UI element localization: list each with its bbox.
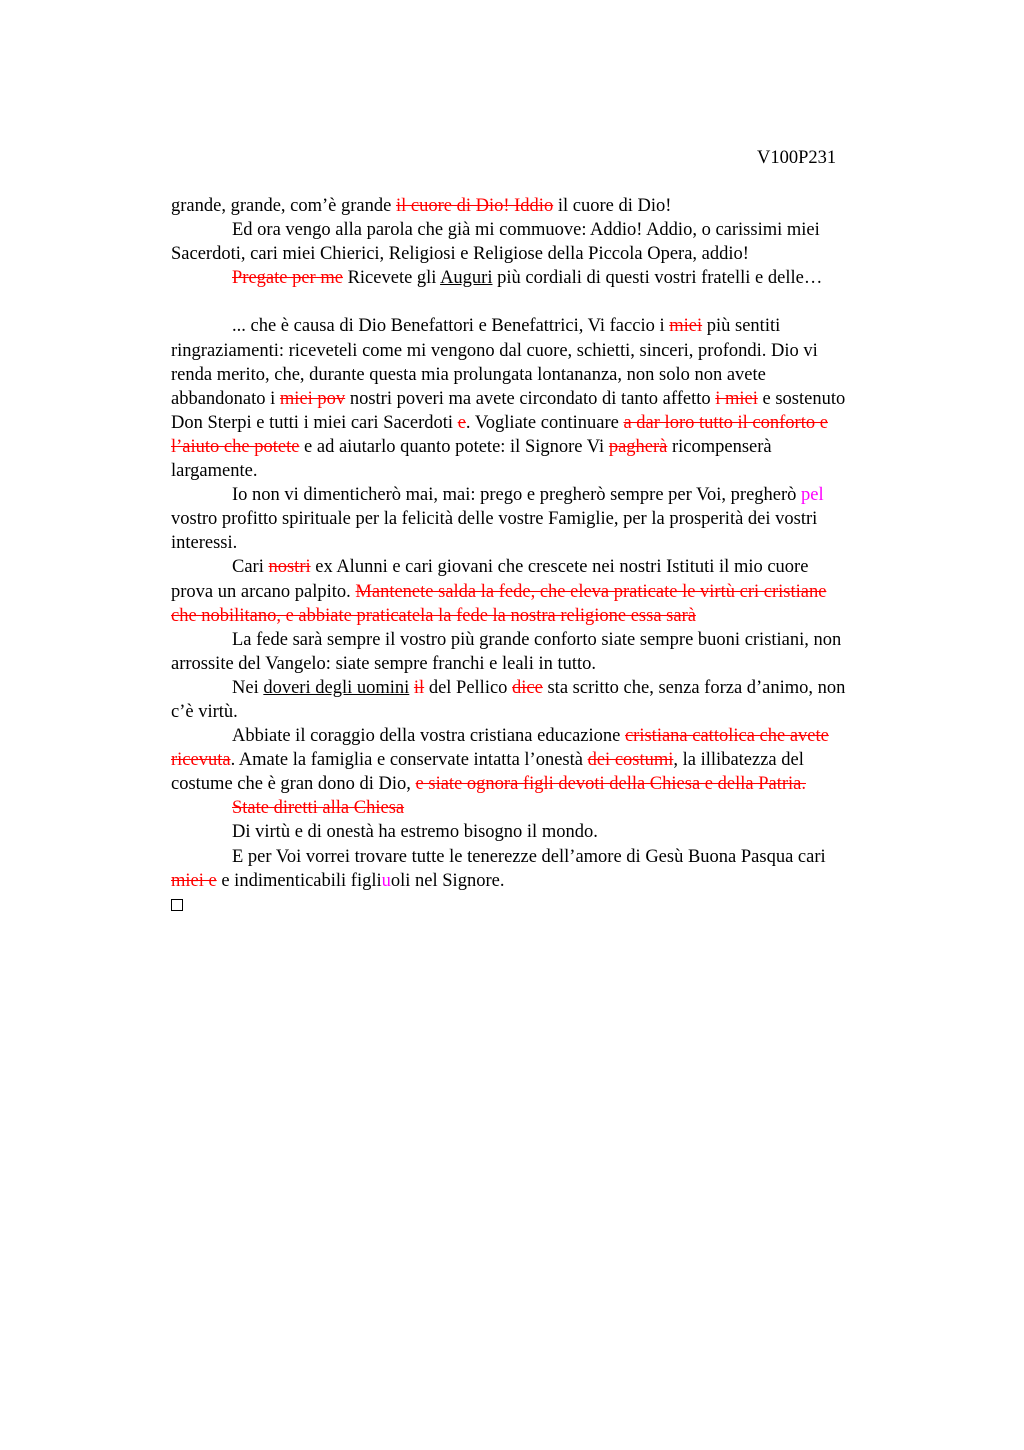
text-line [171, 772, 931, 796]
plain-text: nostri poveri ma avete circondato di tanto affetto [345, 388, 716, 409]
blank-line [171, 290, 931, 314]
deleted-text: cristiana cattolica che avete [624, 726, 829, 747]
plain-text: , la illibatezza del [673, 750, 804, 771]
plain-text: largamente. [171, 461, 258, 482]
plain-text: Sacerdoti, cari miei Chierici, Religiosi e Religiose della Piccola Opera, addio! [171, 244, 749, 265]
text-line [171, 194, 931, 218]
page-identifier: V100P231 [757, 148, 837, 168]
text-line [171, 435, 931, 459]
plain-text: La fede sarà sempre il vostro più grande conforto siate sempre buoni cristiani, non [232, 629, 842, 650]
deleted-text: dei costumi [587, 750, 674, 771]
plain-text: sta scritto che, senza forza d’animo, non [542, 677, 846, 698]
deleted-text: l’aiuto che potete [171, 436, 300, 457]
underlined-text: doveri degli uomini [263, 677, 410, 698]
text-line [171, 555, 931, 579]
plain-text: ricompenserà [667, 436, 772, 457]
deleted-text: Mantenete salda la fede, che eleva praticate le virtù cri cristiane [355, 581, 827, 602]
text-line [171, 507, 931, 531]
plain-text: più cordiali di questi vostri fratelli e delle… [492, 268, 823, 289]
deleted-text: e [457, 412, 466, 433]
plain-text: Di virtù e di onestà ha estremo bisogno il mondo. [232, 822, 598, 843]
text-line [171, 724, 931, 748]
text-line [171, 531, 931, 555]
deleted-text: State diretti alla Chiesa [232, 798, 405, 819]
inserted-text: u [381, 870, 391, 891]
underlined-text: Auguri [440, 268, 493, 289]
text-line [171, 242, 931, 266]
deleted-text: il [413, 677, 425, 698]
deleted-text: Pregate per me [232, 268, 343, 289]
text-line [171, 580, 931, 604]
plain-text: . Vogliate continuare [465, 412, 624, 433]
plain-text: e indimenticabili figli [216, 870, 382, 891]
plain-text: vostro profitto spirituale per la felicità delle vostre Famiglie, per la prosperità dei vostri [171, 509, 818, 530]
text-line [171, 796, 931, 820]
text-line [171, 411, 931, 435]
document-body [171, 194, 931, 917]
deleted-text: i miei [715, 388, 758, 409]
plain-text: e sostenuto [757, 388, 846, 409]
text-line [171, 314, 931, 338]
deleted-text: miei [669, 316, 703, 337]
plain-text: oli nel Signore. [390, 870, 505, 891]
text-line [171, 339, 931, 363]
empty-box-icon [171, 899, 183, 911]
plain-text: prova un arcano palpito. [171, 581, 356, 602]
text-line [171, 387, 931, 411]
plain-text: grande, grande, com’è grande [171, 196, 396, 216]
text-line [171, 628, 931, 652]
plain-text: renda merito, che, durante questa mia prolungata lontananza, non solo non avete [171, 364, 766, 385]
plain-text: e ad aiutarlo quanto potete: il Signore Vi [299, 436, 609, 457]
text-line [171, 676, 931, 700]
deleted-text: pagherà [608, 436, 668, 457]
plain-text: Cari [232, 557, 269, 578]
deleted-text: dice [512, 677, 543, 698]
plain-text: E per Voi vorrei trovare tutte le tenerezze dell’amore di Gesù Buona Pasqua cari [232, 846, 826, 867]
end-marker-line [171, 893, 931, 917]
text-line [171, 218, 931, 242]
text-line [171, 869, 931, 893]
plain-text: arrossite del Vangelo: siate sempre franchi e leali in tutto. [171, 653, 597, 674]
text-line [171, 483, 931, 507]
plain-text: Don Sterpi e tutti i miei cari Sacerdoti [171, 412, 458, 433]
plain-text: interessi. [171, 533, 238, 554]
plain-text: Nei [232, 677, 264, 698]
plain-text: più sentiti [702, 316, 781, 337]
text-line [171, 363, 931, 387]
plain-text: ... che è causa di Dio Benefattori e Benefattrici, Vi faccio i [232, 316, 670, 337]
deleted-text: miei pov [279, 388, 346, 409]
deleted-text: a dar loro tutto il conforto e [623, 412, 828, 433]
deleted-text: ricevuta [171, 750, 231, 771]
text-line [171, 845, 931, 869]
plain-text: Ricevete gli [342, 268, 441, 289]
plain-text: costume che è gran dono di Dio, [171, 774, 416, 795]
deleted-text: miei e [171, 870, 217, 891]
plain-text: Abbiate il coraggio della vostra cristiana educazione [232, 726, 625, 747]
text-line [171, 266, 931, 290]
inserted-text: pel [801, 485, 824, 506]
plain-text: ringraziamenti: riceveteli come mi vengono dal cuore, schietti, sinceri, profondi. Dio vi [171, 340, 818, 361]
plain-text: il cuore di Dio! [553, 196, 672, 216]
plain-text: del Pellico [424, 677, 513, 698]
plain-text: Ed ora vengo alla parola che già mi commuove: Addio! Addio, o carissimi miei [232, 220, 820, 241]
plain-text: ex Alunni e cari giovani che crescete nei nostri Istituti il mio cuore [310, 557, 809, 578]
plain-text: Io non vi dimenticherò mai, mai: prego e pregherò sempre per Voi, pregherò [232, 485, 802, 506]
text-line [171, 459, 931, 483]
plain-text: c’è virtù. [171, 701, 238, 722]
deleted-text: nostri [268, 557, 311, 578]
plain-text: abbandonato i [171, 388, 280, 409]
plain-text: . Amate la famiglia e conservate intatta l’onestà [230, 750, 588, 771]
text-line [171, 820, 931, 844]
text-line [171, 652, 931, 676]
deleted-text: che nobilitano, e abbiate praticatela la fede la nostra religione essa sarà [171, 605, 696, 626]
text-line [171, 700, 931, 724]
text-line [171, 748, 931, 772]
deleted-text: e siate ognora figli devoti della Chiesa e della Patria. [415, 774, 806, 795]
text-line [171, 604, 931, 628]
deleted-text: il cuore di Dio! Iddio [395, 196, 554, 216]
